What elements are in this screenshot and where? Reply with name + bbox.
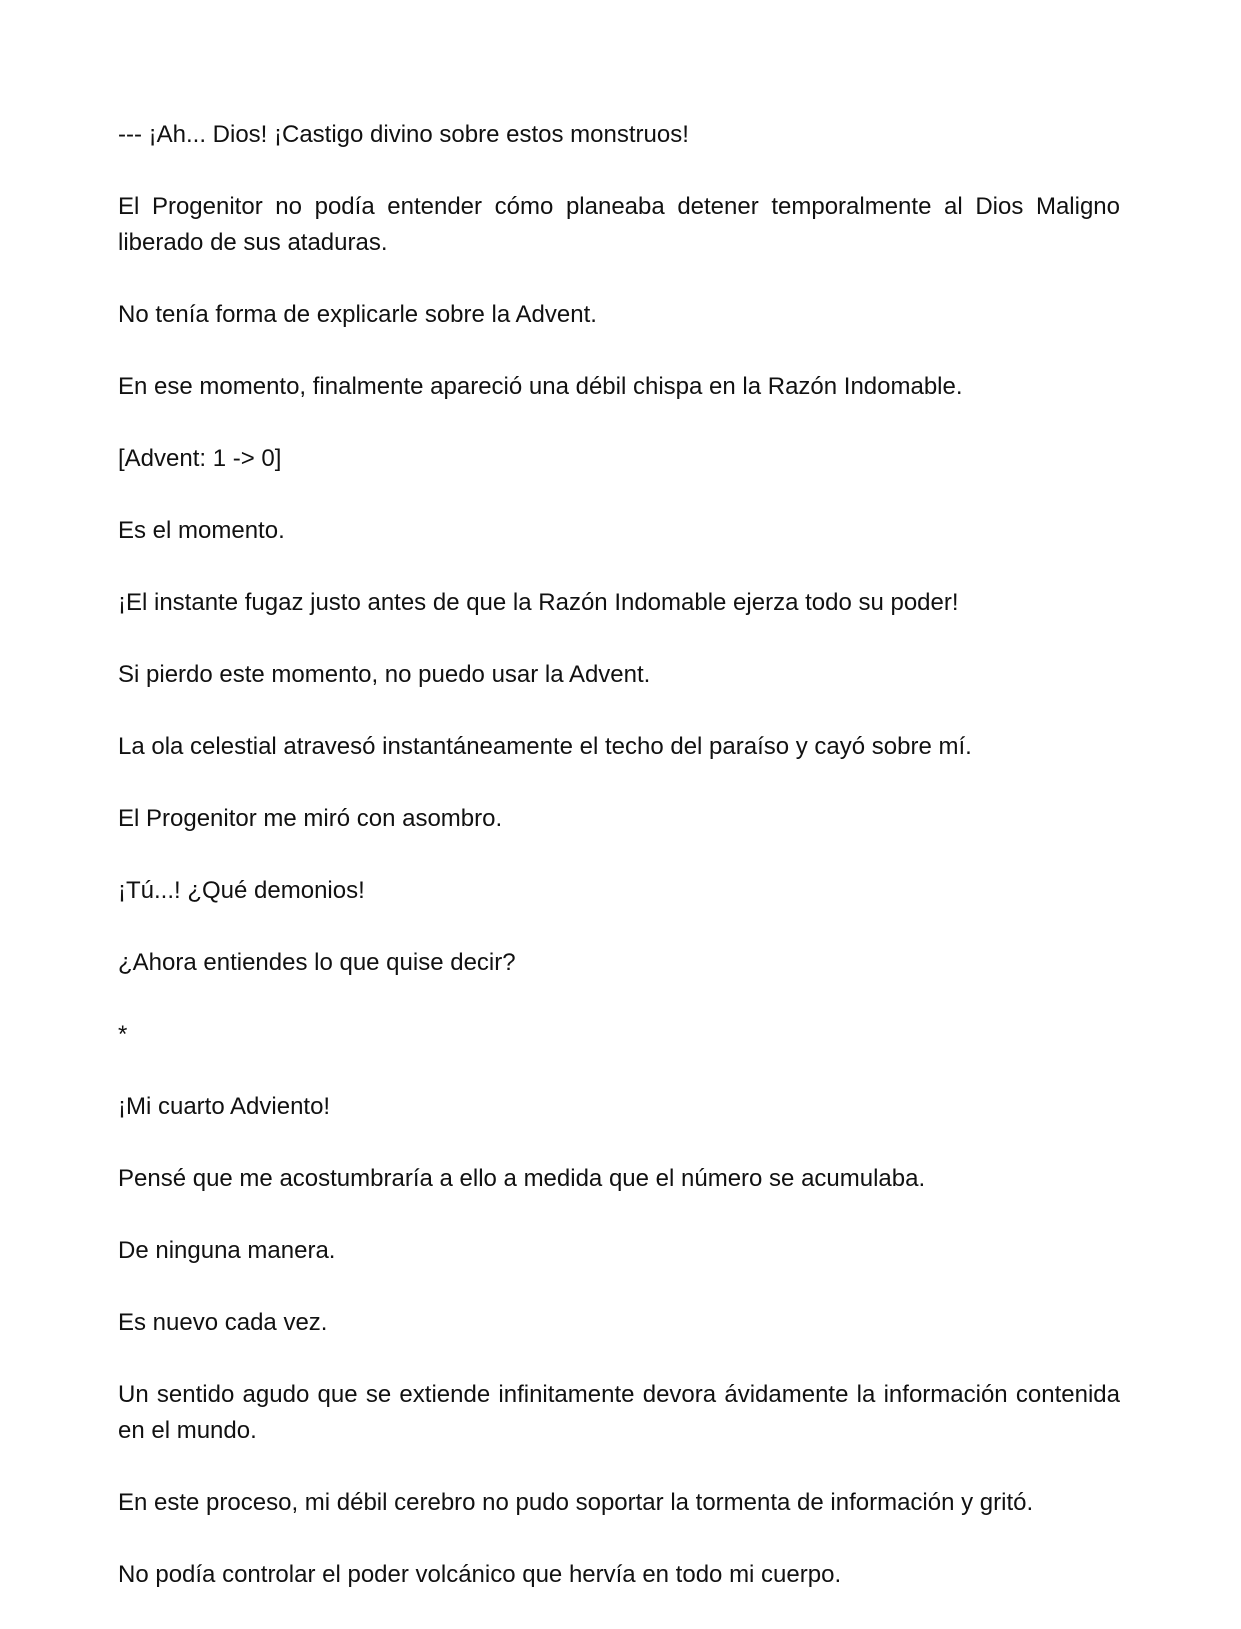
paragraph: --- ¡Ah... Dios! ¡Castigo divino sobre estos monstruos! [118,121,689,148]
paragraph: La ola celestial atravesó instantáneamente el techo del paraíso y cayó sobre mí. [118,733,972,760]
paragraph: Un sentido agudo que se extiende infinitamente devora ávidamente la información contenida en el mundo. [118,1381,1120,1444]
document-page [118,117,1120,1629]
paragraph: ¡Mi cuarto Adviento! [118,1093,331,1120]
paragraph: Si pierdo este momento, no puedo usar la Advent. [118,661,651,688]
paragraph: Es nuevo cada vez. [118,1309,328,1336]
scene-break: * [118,1021,128,1048]
paragraph: En ese momento, finalmente apareció una débil chispa en la Razón Indomable. [118,373,963,400]
paragraph: El Progenitor me miró con asombro. [118,805,503,832]
paragraph: ¿Ahora entiendes lo que quise decir? [118,949,516,976]
paragraph: Es el momento. [118,517,285,544]
paragraph: Pensé que me acostumbraría a ello a medida que el número se acumulaba. [118,1165,926,1192]
paragraph: En este proceso, mi débil cerebro no pudo soportar la tormenta de información y gritó. [118,1489,1034,1516]
paragraph: El Progenitor no podía entender cómo planeaba detener temporalmente al Dios Maligno liberado de sus ataduras. [118,193,1120,256]
paragraph: ¡Tú...! ¿Qué demonios! [118,877,365,904]
paragraph: [Advent: 1 -> 0] [118,445,282,472]
paragraph: No tenía forma de explicarle sobre la Advent. [118,301,597,328]
paragraph: De ninguna manera. [118,1237,336,1264]
paragraph: ¡El instante fugaz justo antes de que la Razón Indomable ejerza todo su poder! [118,589,959,616]
paragraph: No podía controlar el poder volcánico que hervía en todo mi cuerpo. [118,1561,842,1588]
